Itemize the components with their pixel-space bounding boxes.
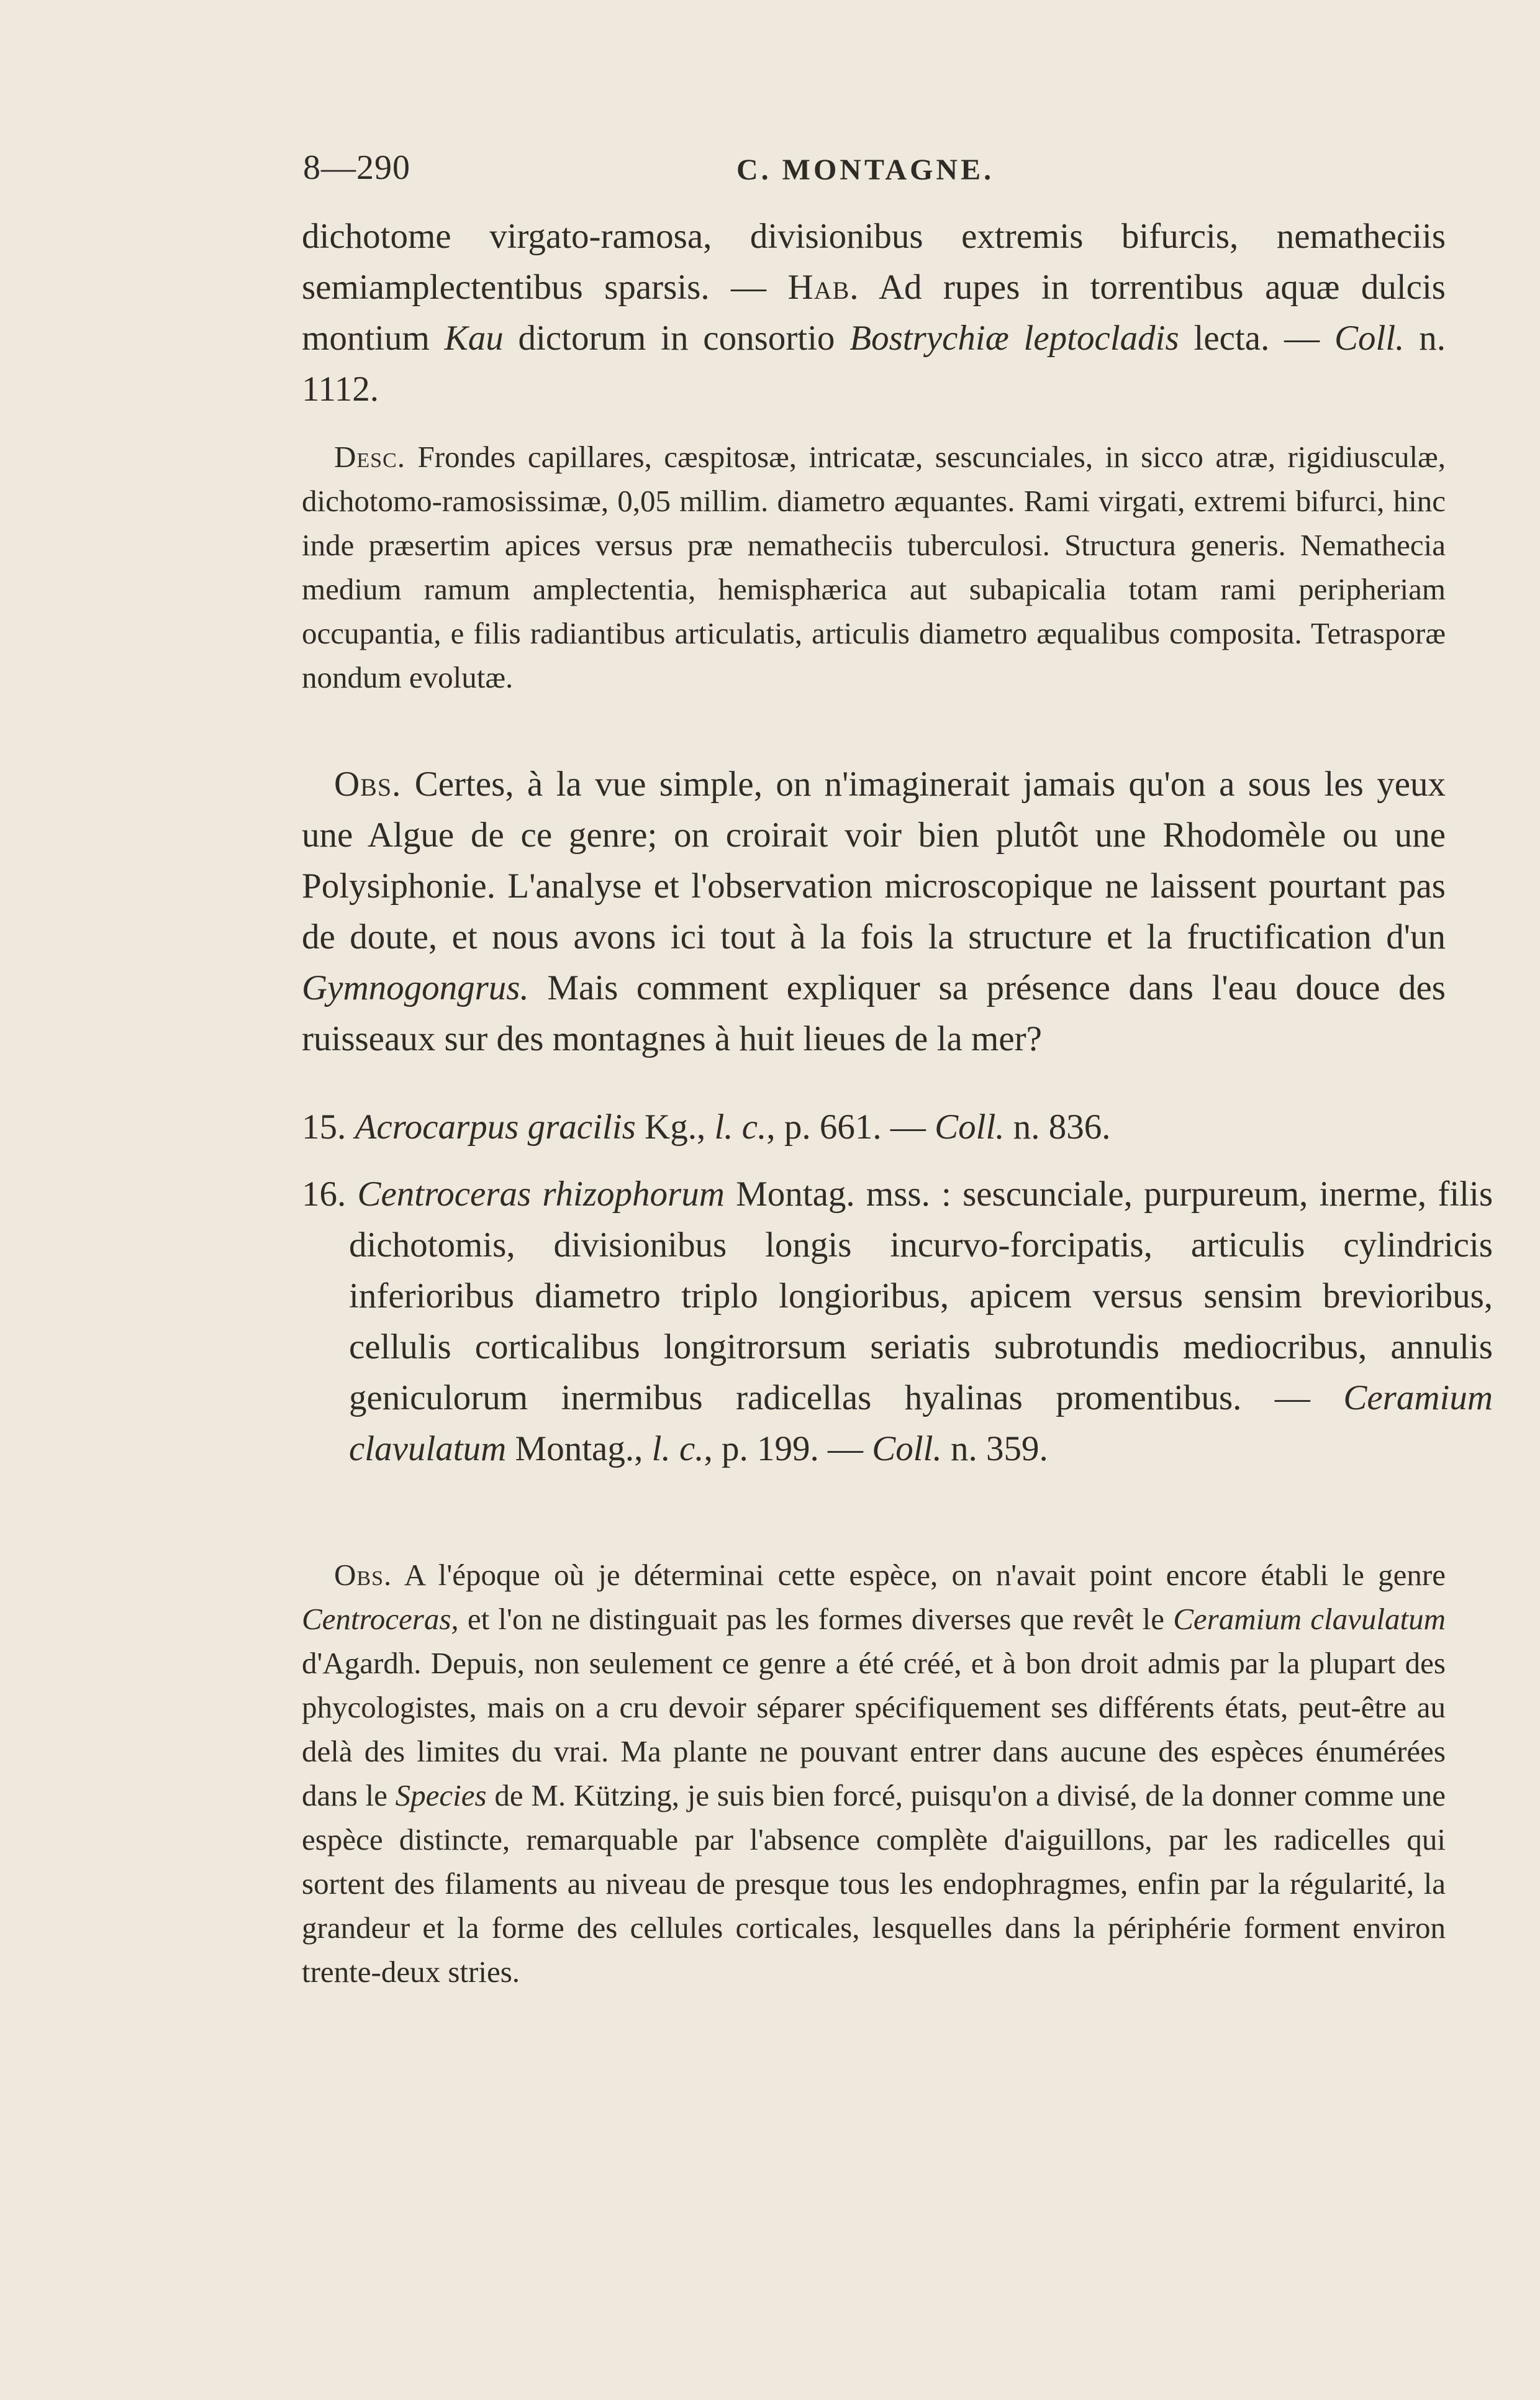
entry-15: 15. Acrocarpus gracilis Kg., l. c., p. 661. — Coll. n. 836. bbox=[302, 1107, 1111, 1147]
entry-number: 15. bbox=[302, 1107, 346, 1147]
species-name: Ceramium clavulatum bbox=[1173, 1602, 1446, 1636]
running-title: C. MONTAGNE. bbox=[736, 153, 995, 186]
species-name: Centroceras rhizophorum bbox=[357, 1175, 725, 1214]
continuation-paragraph: dichotome virgato-ramosa, divisionibus extremis bifurcis, nematheciis semiamplectentibus sparsis. — Hab. Ad rupes in torrentibus aquæ dulcis montium Kau dictorum in consortio Bostrychiæ leptocladis lecta. — Coll. n. 1112. bbox=[302, 217, 1446, 409]
entry-number: 16. bbox=[302, 1175, 346, 1214]
entry-16: 16. Centroceras rhizophorum Montag. mss. : sescunciale, purpureum, inerme, filis dichotomis, divisionibus longis incurvo-forcipatis, articulis cylindricis inferioribus diametro triplo longioribus, apicem versus sensim brevioribus, cellulis corticalibus longitrorsum seriatis subrotundis mediocribus, annulis geniculorum inermibus radicellas hyalinas promentibus. — Ceramium clavulatum Montag., l. c., p. 199. — Coll. n. 359. bbox=[302, 1175, 1493, 1468]
locality-name: Kau bbox=[444, 319, 504, 358]
synonym-name: Ceramium clavulatum bbox=[349, 1378, 1493, 1468]
species-name: Bostrychiæ leptocladis bbox=[849, 319, 1179, 358]
hab-label: Hab. bbox=[787, 268, 859, 307]
page-header bbox=[303, 148, 1446, 198]
obs-label: Obs. bbox=[334, 765, 402, 804]
species-name: Acrocarpus gracilis bbox=[355, 1107, 636, 1147]
observation-paragraph: Obs. Certes, à la vue simple, on n'imaginerait jamais qu'on a sous les yeux une Algue de ce genre; on croirait voir bien plutôt une Rhodomèle ou une Polysiphonie. L'analyse et l'observation microscopique ne laissent pourtant pas de doute, et nous avons ici tout à la fois la structure et la fructification d'un Gymnogongrus. Mais comment expliquer sa présence dans l'eau douce des ruisseaux sur des montagnes à huit lieues de la mer? bbox=[302, 765, 1446, 1058]
obs-label: Obs. bbox=[334, 1558, 392, 1592]
page-number: 8—290 bbox=[303, 148, 410, 187]
observation-note: Obs. A l'époque où je déterminai cette espèce, on n'avait point encore établi le genre Centroceras, et l'on ne distinguait pas les formes diverses que revêt le Ceramium clavulatum d'Agardh. Depuis, non seulement ce genre a été créé, et à bon droit admis par la plupart des phycologistes, mais on a cru devoir séparer spécifiquement ses différents états, peut-être au delà des limites du vrai. Ma plante ne pouvant entrer dans aucune des espèces énumérées dans le Species de M. Kützing, je suis bien forcé, puisqu'on a divisé, de la donner comme une espèce distincte, remarquable par l'absence complète d'aiguillons, par les radicelles qui sortent des filaments au niveau de presque tous les endophragmes, enfin par la régularité, la grandeur et la forme des cellules corticales, lesquelles dans la périphérie forment environ trente-deux stries. bbox=[302, 1558, 1446, 1989]
genus-name: Centroceras, bbox=[302, 1602, 459, 1636]
desc-label: Desc. bbox=[334, 440, 405, 474]
genus-name: Gymnogongrus. bbox=[302, 968, 529, 1007]
description-paragraph: Desc. Frondes capillares, cæspitosæ, intricatæ, sescunciales, in sicco atræ, rigidiusculæ, dichotomo-ramosissimæ, 0,05 millim. diametro æquantes. Rami virgati, extremi bifurci, hinc inde præsertim apices versus præ nematheciis tuberculosi. Structura generis. Nemathecia medium ramum amplectentia, hemisphærica aut subapicalia totam rami peripheriam occupantia, e filis radiantibus articulatis, articulis diametro æqualibus composita. Tetrasporæ nondum evolutæ. bbox=[302, 440, 1446, 694]
